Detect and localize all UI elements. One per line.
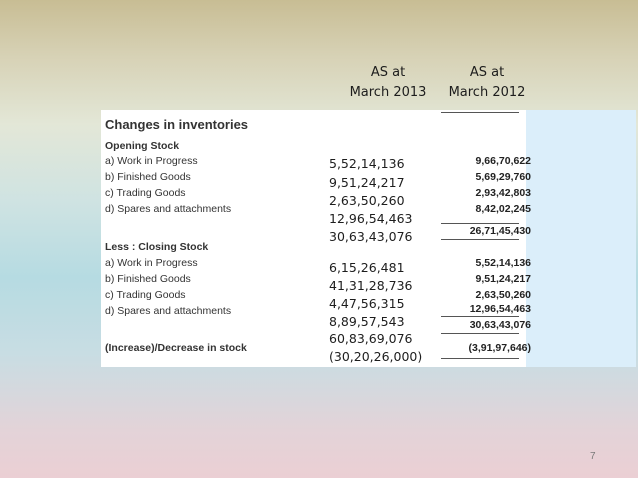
value-2012-opening-finished: 5,69,29,760 — [475, 171, 531, 183]
closing-item-finished: b) Finished Goods — [105, 273, 191, 285]
value-2012-opening-total: 26,71,45,430 — [469, 225, 531, 237]
inventory-table-panel — [101, 110, 537, 367]
value-2013-closing-total: 60,83,69,076 — [329, 331, 413, 346]
column-header-2012-line2: March 2012 — [448, 85, 526, 100]
column-header-2013-line2: March 2013 — [349, 85, 427, 100]
value-2013-opening-total: 30,63,43,076 — [329, 229, 413, 244]
value-2013-closing-trading: 4,47,56,315 — [329, 296, 405, 311]
opening-total-rule — [441, 239, 519, 240]
column-header-2012-line1: AS at — [469, 65, 505, 80]
change-rule — [441, 358, 519, 359]
page-number: 7 — [590, 451, 596, 462]
value-2013-closing-wip: 6,15,26,481 — [329, 260, 405, 275]
change-in-stock-label: (Increase)/Decrease in stock — [105, 342, 247, 354]
value-2012-closing-spares: 12,96,54,463 — [469, 303, 531, 315]
column-header-2013-line1: AS at — [370, 65, 406, 80]
value-2013-closing-finished: 41,31,28,736 — [329, 278, 413, 293]
opening-stock-heading: Opening Stock — [105, 140, 180, 152]
closing-item-wip: a) Work in Progress — [105, 257, 198, 269]
closing-subtotal-rule — [441, 316, 519, 317]
opening-item-trading: c) Trading Goods — [105, 187, 186, 199]
opening-item-wip: a) Work in Progress — [105, 155, 198, 167]
closing-item-spares: d) Spares and attachments — [105, 305, 232, 317]
column-header-2012 — [432, 63, 542, 103]
value-2012-opening-trading: 2,93,42,803 — [475, 187, 531, 199]
value-2013-opening-wip: 5,52,14,136 — [329, 156, 405, 171]
value-2012-closing-finished: 9,51,24,217 — [475, 273, 531, 285]
value-2013-opening-trading: 2,63,50,260 — [329, 193, 405, 208]
value-2012-closing-trading: 2,63,50,260 — [475, 289, 531, 301]
value-2013-opening-spares: 12,96,54,463 — [329, 211, 413, 226]
opening-item-finished: b) Finished Goods — [105, 171, 191, 183]
table-title: Changes in inventories — [105, 117, 249, 132]
value-2012-opening-wip: 9,66,70,622 — [475, 155, 531, 167]
value-2013-closing-spares: 8,89,57,543 — [329, 314, 405, 329]
closing-item-trading: c) Trading Goods — [105, 289, 186, 301]
column-2012-highlight — [526, 110, 636, 367]
value-2013-opening-finished: 9,51,24,217 — [329, 175, 405, 190]
header-rule — [441, 112, 519, 113]
closing-total-rule — [441, 333, 519, 334]
value-2012-closing-wip: 5,52,14,136 — [475, 257, 531, 269]
value-2012-closing-total: 30,63,43,076 — [469, 319, 531, 331]
value-2012-change-in-stock: (3,91,97,646) — [468, 342, 531, 354]
closing-stock-heading: Less : Closing Stock — [105, 241, 209, 253]
opening-item-spares: d) Spares and attachments — [105, 203, 232, 215]
value-2012-opening-spares: 8,42,02,245 — [475, 203, 531, 215]
value-2013-change-in-stock: (30,20,26,000) — [329, 349, 423, 364]
column-header-2013 — [338, 63, 438, 103]
opening-subtotal-rule — [441, 223, 519, 224]
